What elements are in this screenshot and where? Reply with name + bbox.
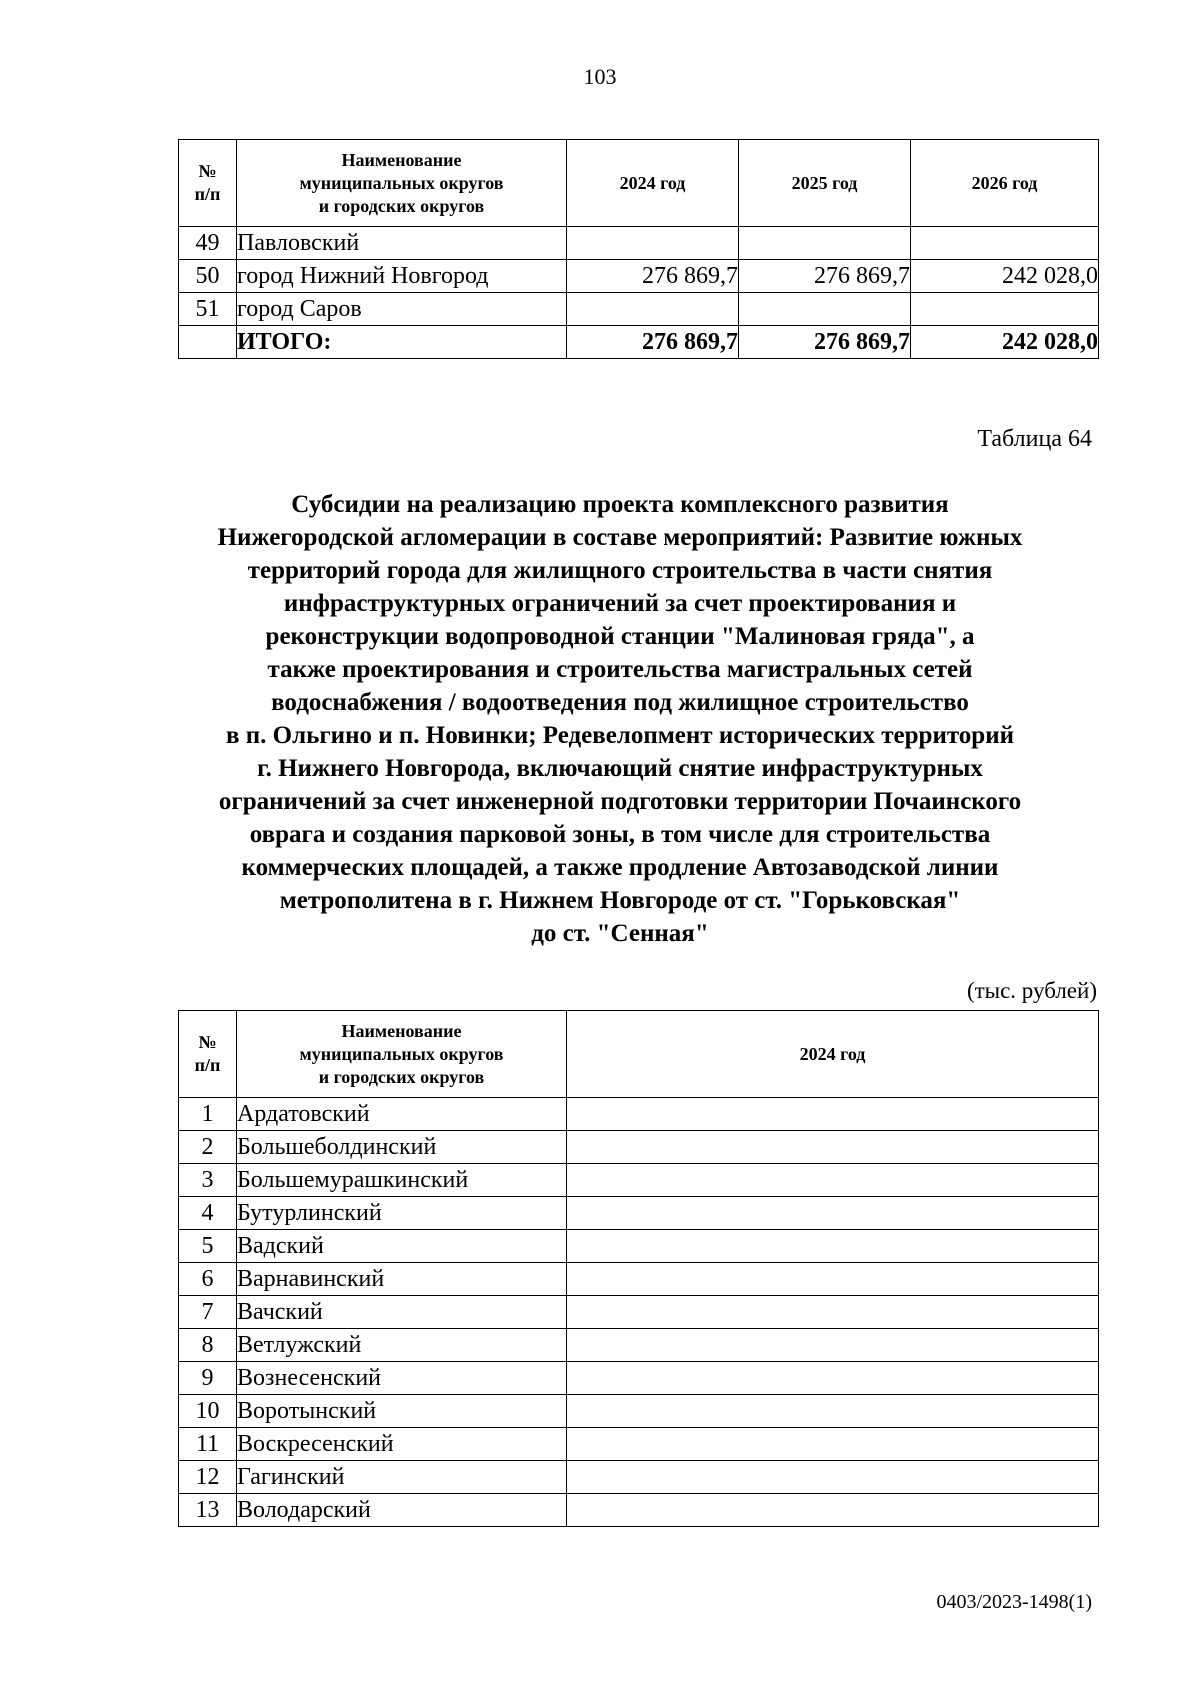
value-2025 (739, 227, 911, 260)
col-header-2025: 2025 год (739, 140, 911, 227)
value-2024 (567, 1296, 1099, 1329)
row-number: 4 (179, 1197, 237, 1230)
district-name: Воскресенский (237, 1428, 567, 1461)
title-line: также проектирования и строительства магистральных сетей (267, 656, 973, 683)
col-header-number: № п/п (179, 1011, 237, 1098)
units-label: (тыс. рублей) (966, 978, 1097, 1003)
total-2025: 276 869,7 (739, 326, 911, 359)
value-2024 (567, 1362, 1099, 1395)
table-row (179, 1296, 1099, 1329)
row-number: 3 (179, 1164, 237, 1197)
row-number: 12 (179, 1461, 237, 1494)
value-2024 (567, 1494, 1099, 1527)
title-line: метрополитена в г. Нижнем Новгороде от ст. "Горьковская" (279, 887, 961, 914)
value-2024 (567, 1461, 1099, 1494)
subsidy-table-64 (178, 1010, 1099, 1527)
title-line: Субсидии на реализацию проекта комплексного развития (291, 491, 949, 518)
value-2026 (911, 293, 1099, 326)
total-2026: 242 028,0 (911, 326, 1099, 359)
district-name: Ардатовский (237, 1098, 567, 1131)
title-line: инфраструктурных ограничений за счет проектирования и (283, 590, 957, 617)
title-line: водоснабжения / водоотведения под жилищное строительство (271, 689, 969, 716)
subsidy-table-previous (178, 139, 1099, 359)
value-2024 (567, 293, 739, 326)
table-row (179, 227, 1099, 260)
value-2024 (567, 1197, 1099, 1230)
page-number: 103 (583, 64, 617, 89)
col-header-district: Наименование муниципальных округов и городских округов (237, 140, 567, 227)
table-row (179, 260, 1099, 293)
value-2024 (567, 1164, 1099, 1197)
district-name: Ветлужский (237, 1329, 567, 1362)
table-title (140, 488, 1100, 950)
district-name: Вачский (237, 1296, 567, 1329)
value-2024: 276 869,7 (567, 260, 739, 293)
total-row-number (179, 326, 237, 359)
row-number: 1 (179, 1098, 237, 1131)
row-number: 49 (179, 227, 237, 260)
value-2024 (567, 1230, 1099, 1263)
value-2024 (567, 227, 739, 260)
district-name: Воротынский (237, 1395, 567, 1428)
col-header-2024: 2024 год (567, 140, 739, 227)
table-row (179, 1395, 1099, 1428)
col-header-2026: 2026 год (911, 140, 1099, 227)
document-code: 0403/2023-1498(1) (936, 1591, 1092, 1613)
table-row (179, 1461, 1099, 1494)
col-header-2024: 2024 год (567, 1011, 1099, 1098)
title-line: г. Нижнего Новгорода, включающий снятие инфраструктурных (257, 755, 983, 782)
row-number: 13 (179, 1494, 237, 1527)
table-row (179, 1494, 1099, 1527)
table-row (179, 1098, 1099, 1131)
district-name: Вадский (237, 1230, 567, 1263)
title-line: реконструкции водопроводной станции "Малиновая гряда", а (265, 623, 975, 650)
value-2024 (567, 1131, 1099, 1164)
value-2026: 242 028,0 (911, 260, 1099, 293)
table-row (179, 1362, 1099, 1395)
table-row (179, 1131, 1099, 1164)
col-header-district: Наименование муниципальных округов и городских округов (237, 1011, 567, 1098)
title-line: ограничений за счет инженерной подготовки территории Почаинского (218, 788, 1022, 815)
title-line: коммерческих площадей, а также продление Автозаводской линии (241, 854, 999, 881)
district-name: Большемурашкинский (237, 1164, 567, 1197)
district-name: Варнавинский (237, 1263, 567, 1296)
value-2024 (567, 1329, 1099, 1362)
title-line: до ст. "Сенная" (531, 920, 709, 947)
district-name: Вознесенский (237, 1362, 567, 1395)
row-number: 5 (179, 1230, 237, 1263)
table-row (179, 1197, 1099, 1230)
value-2025: 276 869,7 (739, 260, 911, 293)
total-label: ИТОГО: (237, 326, 567, 359)
table-row (179, 293, 1099, 326)
row-number: 6 (179, 1263, 237, 1296)
title-line: в п. Ольгино и п. Новинки; Редевелопмент исторических территорий (225, 722, 1015, 749)
total-2024: 276 869,7 (567, 326, 739, 359)
district-name: город Нижний Новгород (237, 260, 567, 293)
value-2024 (567, 1263, 1099, 1296)
table-row (179, 1263, 1099, 1296)
row-number: 51 (179, 293, 237, 326)
district-name: город Саров (237, 293, 567, 326)
col-header-number: № п/п (179, 140, 237, 227)
title-line: территорий города для жилищного строительства в части снятия (247, 557, 993, 584)
table-number-label: Таблица 64 (977, 426, 1092, 452)
table-row (179, 1428, 1099, 1461)
row-number: 2 (179, 1131, 237, 1164)
value-2024 (567, 1428, 1099, 1461)
row-number: 7 (179, 1296, 237, 1329)
value-2025 (739, 293, 911, 326)
district-name: Володарский (237, 1494, 567, 1527)
district-name: Гагинский (237, 1461, 567, 1494)
row-number: 50 (179, 260, 237, 293)
title-line: оврага и создания парковой зоны, в том числе для строительства (249, 821, 991, 848)
value-2024 (567, 1098, 1099, 1131)
table-row (179, 1329, 1099, 1362)
value-2026 (911, 227, 1099, 260)
table-row (179, 1230, 1099, 1263)
title-line: Нижегородской агломерации в составе мероприятий: Развитие южных (217, 524, 1023, 551)
district-name: Большеболдинский (237, 1131, 567, 1164)
row-number: 8 (179, 1329, 237, 1362)
row-number: 11 (179, 1428, 237, 1461)
table-row (179, 1164, 1099, 1197)
row-number: 9 (179, 1362, 237, 1395)
value-2024 (567, 1395, 1099, 1428)
row-number: 10 (179, 1395, 237, 1428)
district-name: Бутурлинский (237, 1197, 567, 1230)
total-row (179, 326, 1099, 359)
district-name: Павловский (237, 227, 567, 260)
